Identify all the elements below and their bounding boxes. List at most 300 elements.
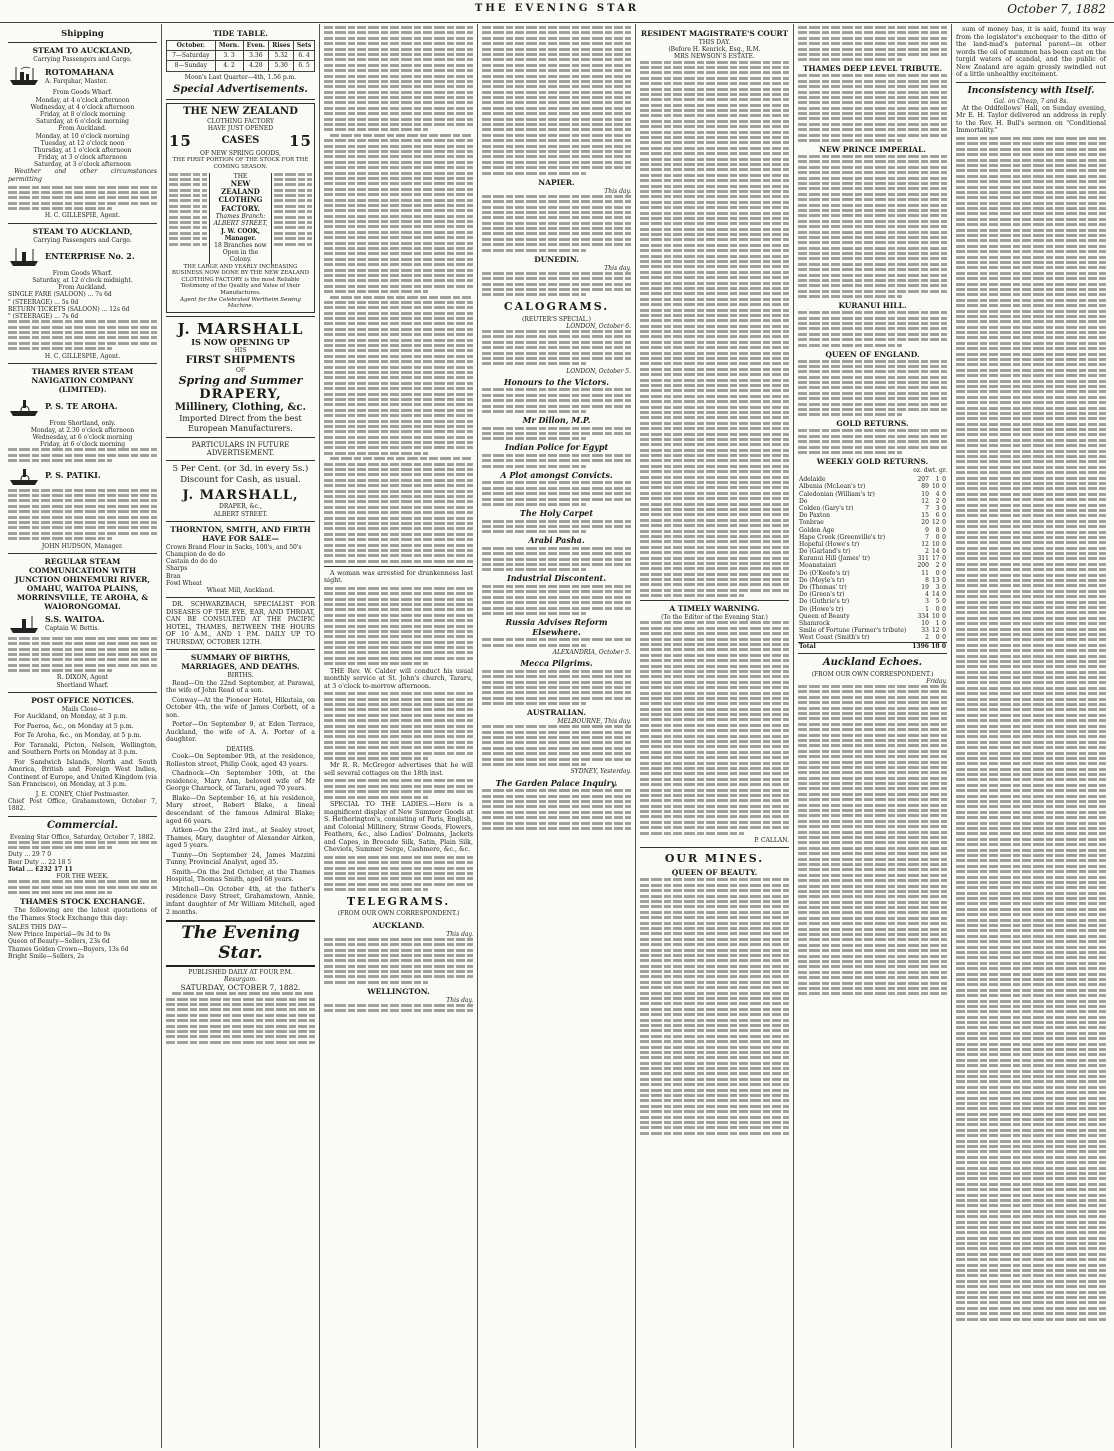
divider	[166, 597, 315, 598]
claim-name-cell: Do (Thomas' tr)	[799, 584, 847, 591]
advert-line: HAVE JUST OPENED	[207, 124, 274, 132]
ad-heading: STEAM TO AUCKLAND,	[32, 226, 133, 236]
claim-name-cell: Colden (Gary's tr)	[799, 504, 854, 512]
column-header: Sets	[294, 41, 315, 51]
advert-line: THE FIRST PORTION OF THE STOCK FOR THE COMING SEASON.	[172, 157, 309, 170]
advert-title: THE NEW ZEALAND	[183, 105, 298, 117]
tide-table-title: TIDE TABLE.	[213, 29, 268, 38]
claim-name-cell: Golden Age	[799, 526, 835, 534]
table-row	[167, 61, 315, 71]
gold-amount-cell: 1	[925, 605, 929, 613]
article-heading: Inconsistency with Itself.	[967, 85, 1095, 96]
table-row	[798, 519, 947, 526]
revenue-total: Total ... £232 17 11	[8, 865, 73, 873]
article-text: At the Oddfellows' Hall, on Sunday evening, Mr E. H. Taylor delivered an address in reply to the Rev. H. Bull's sermon on "Conditional Immortality."	[956, 104, 1106, 135]
mine-heading: KURANUI HILL.	[838, 301, 907, 311]
table-row	[798, 548, 947, 555]
gold-amount-cell: 1	[935, 476, 940, 484]
dateline-heading: NAPIER.	[538, 177, 575, 187]
death-notice: Chadnock—On September 10th, at the residence, Mary Ann, beloved wife of Mr George Charnock, of Tararu, aged 70 years.	[166, 770, 315, 793]
divider	[324, 566, 473, 567]
advertiser-name: J. MARSHALL	[177, 319, 304, 338]
ship-advert	[8, 613, 157, 635]
editorial-text	[166, 992, 315, 1044]
body-text	[324, 1004, 473, 1012]
divider	[166, 521, 315, 522]
advert-line: THE	[233, 172, 248, 180]
moon-phase: Moon's Last Quarter—4th, 1.56 p.m.	[184, 73, 297, 81]
ship-captain: Captain W. Bettis.	[45, 624, 100, 632]
advert-line: OF NEW SPRING GOODS,	[200, 150, 281, 158]
shipping-heading: Shipping	[61, 29, 104, 39]
ad-agent: R. DIXON, Agent	[56, 674, 109, 682]
divider	[8, 816, 157, 817]
schedule-line: Saturday, at 3 o'clock afternoon	[34, 161, 131, 169]
table-row	[798, 627, 947, 634]
week-label: FOR THE WEEK.	[56, 873, 109, 881]
birth-notice: Read—On the 22nd September, at Parawai, the wife of John Read of a son.	[166, 679, 315, 695]
advert-tagline: THE LARGE AND YEARLY INCREASING BUSINESS NOW DONE BY THE NEW ZEALAND CLOTHING FACTORY is the most Reliable Testimony of the Quality and Value of their Manufactures.	[171, 263, 310, 296]
body-text	[798, 155, 947, 298]
advertiser-name: J. MARSHALL,	[182, 487, 299, 503]
gold-amount-cell: 3	[935, 504, 940, 512]
advert-banner	[169, 132, 312, 150]
schedule-line: Monday, at 2.30 o'clock afternoon	[30, 426, 135, 434]
body-text	[8, 489, 157, 541]
advert-line: Champion do do do	[166, 550, 226, 558]
news-item: A woman was arrested for drunkenness last night.	[324, 569, 473, 585]
advert-line: Thames Branch: ALBERT STREET,	[213, 213, 268, 228]
gold-amount-cell: 1396	[912, 642, 929, 650]
post-office-subheading: Mails Close—	[61, 705, 104, 713]
ad-heading: REGULAR STEAM COMMUNICATION WITH JUNCTION OHINEMURI RIVER, OMAHU, WAITOA PLAINS, MORRINSVILLE, TE AROHA, & WAIORONGOMAI.	[14, 556, 151, 611]
body-text	[324, 587, 473, 665]
table-row	[798, 562, 947, 569]
table-cell: 5.32	[269, 51, 294, 61]
divider	[640, 847, 789, 848]
gold-amount-cell: 0	[942, 569, 946, 577]
claim-name-cell: Hopeful (Howe's tr)	[799, 540, 860, 548]
ad-agent: H. C. GILLESPIE, Agent.	[44, 212, 121, 220]
advert-line: CLOTHING	[218, 195, 263, 205]
gold-amount-cell: 2	[935, 497, 940, 505]
gold-amount-cell: 9	[925, 526, 929, 534]
gold-units: oz. dwt. gr.	[913, 467, 947, 474]
column-header: Morn.	[215, 41, 243, 51]
steamship-icon	[8, 613, 42, 635]
dateline: This day.	[604, 187, 631, 195]
news-subheading: Indian Police for Egypt	[504, 442, 609, 453]
schedule-label: From Auckland.	[58, 125, 107, 133]
gold-amount-cell: 4	[935, 490, 940, 498]
schedule-line: Saturday, at 12 o'clock midnight.	[32, 277, 133, 285]
advert-title: THORNTON, SMITH, AND FIRTH HAVE FOR SALE—	[170, 524, 311, 543]
death-notice: Cook—On September 9th, at the residence, Rolleston street, Philip Cook, aged 43 years.	[166, 753, 315, 768]
dateline: ALEXANDRIA, October 5.	[552, 648, 631, 656]
claim-name-cell: Albunia (McLean's tr)	[799, 483, 866, 491]
news-item: THE Rev. W. Calder will conduct his usual monthly service at St. John's church, Tararu, at 3 o'clock to-morrow afternoon.	[324, 667, 473, 690]
column-1	[4, 24, 162, 1448]
divider	[8, 553, 157, 554]
advert-line: Wheat Mill, Auckland.	[206, 586, 275, 594]
claim-name-cell: Do (Moyle's tr)	[799, 576, 845, 584]
paddle-steamer-icon	[8, 465, 42, 487]
column-2	[162, 24, 320, 1448]
news-subheading: A Plot amongst Convicts.	[500, 469, 613, 480]
article-subheading: Gal. on Cheap, 7 and 8s.	[993, 97, 1069, 105]
body-text	[482, 272, 631, 297]
births-heading: BIRTHS.	[227, 672, 254, 680]
ad-note: Weather and other circumstances permitting	[8, 168, 157, 183]
gold-amount-cell: 0	[942, 591, 946, 599]
mine-heading: QUEEN OF BEAUTY.	[671, 868, 758, 878]
deaths-heading: DEATHS.	[226, 745, 255, 753]
table-cell: 6. 4	[294, 51, 315, 61]
divider	[8, 223, 157, 224]
body-text	[798, 685, 947, 995]
court-magistrate: (Before H. Kenrick, Esq., R.M.	[668, 46, 761, 54]
claim-name-cell: Do (Guthrie's tr)	[799, 598, 850, 606]
mines-heading: OUR MINES.	[664, 852, 765, 866]
advert-line: DRAPER, &c.,	[219, 503, 262, 511]
gold-amount-cell: 15	[921, 512, 929, 520]
table-cell: 4. 2	[215, 61, 243, 71]
table-row	[167, 41, 315, 51]
gold-amount-cell: 12	[931, 519, 940, 527]
gold-amount-cell: 7	[925, 504, 929, 512]
schedule-line: Monday, at 10 o'clock morning	[35, 132, 130, 140]
claim-name-cell: Queen of Beauty	[799, 612, 850, 620]
court-dateline: THIS DAY.	[698, 39, 731, 46]
dateline-heading: AUCKLAND.	[372, 920, 425, 930]
court-heading: RESIDENT MAGISTRATE'S COURT	[640, 29, 789, 38]
schedule-label: From Goods Wharf.	[52, 269, 113, 277]
schedule-label: From Shortland, only.	[49, 419, 116, 427]
mine-heading: THAMES DEEP LEVEL TRIBUTE.	[802, 64, 943, 74]
divider	[166, 316, 315, 317]
mail-line: For Paeroa, &c., on Monday at 5 p.m.	[14, 722, 134, 730]
schedule-line: Friday, at 3 o'clock afternoon	[37, 154, 128, 162]
table-row	[798, 555, 947, 562]
advert-line: FACTORY.	[220, 203, 260, 213]
gold-amount-cell: 10	[921, 619, 929, 627]
claim-name-cell: Caledonian (William's tr)	[799, 490, 875, 498]
body-text	[8, 880, 157, 894]
schedule-label: From Auckland.	[58, 284, 107, 292]
ship-advert	[8, 65, 157, 87]
gold-amount-cell: 0	[942, 483, 946, 491]
gold-amount-cell: 19	[921, 584, 929, 591]
column-3	[320, 24, 478, 1448]
body-text	[798, 74, 947, 142]
column-header: Rises	[269, 41, 294, 51]
cablegrams-heading: CALOGRAMS.	[503, 300, 610, 314]
gold-amount-cell: 10	[931, 540, 940, 548]
gold-amount-cell: 0	[935, 605, 940, 613]
advert-line: CASES	[221, 135, 260, 147]
gold-amount-cell: 12	[921, 540, 929, 548]
body-text	[482, 789, 631, 830]
gold-amount-cell: 18	[931, 642, 940, 650]
advert-side-text	[169, 173, 207, 264]
case-title: MRS NEWSON'S ESTATE.	[674, 53, 755, 61]
publication-note: PUBLISHED DAILY AT FOUR P.M.	[188, 968, 293, 976]
gold-amount-cell: 0	[942, 490, 946, 498]
bmd-heading: SUMMARY OF BIRTHS, MARRIAGES, AND DEATHS.	[181, 653, 300, 672]
gold-amount-cell: 0	[942, 519, 946, 527]
gold-amount-cell: 200	[917, 562, 929, 570]
gold-amount-cell: 2	[925, 548, 929, 556]
mail-line: For Taranaki, Picton, Nelson, Wellington, and Southern Ports on Monday at 3 p.m.	[8, 741, 157, 757]
gold-amount-cell: 89	[921, 483, 929, 491]
schedule-line: Wednesday, at 4 o'clock afternoon	[30, 103, 135, 111]
advert-line: Sharps	[166, 565, 188, 573]
body-text	[324, 692, 473, 760]
birth-notice: Porter—On September 9, at Eden Terrace, Auckland, the wife of A. A. Porter of a daughter.	[166, 721, 315, 744]
table-row	[798, 527, 947, 534]
table-cell: 7—Saturday	[167, 51, 216, 61]
gold-amount-cell: 10	[921, 490, 929, 498]
body-text	[798, 360, 947, 417]
ad-heading: THAMES RIVER STEAM NAVIGATION COMPANY (LIMITED).	[31, 366, 134, 394]
gold-amount-cell: 0	[942, 562, 946, 570]
fare-line: " (STEERAGE) ... 5s 0d	[8, 298, 79, 306]
gold-amount-cell: 0	[942, 576, 946, 584]
claim-name-cell: Tonbrae	[799, 519, 824, 527]
table-row	[798, 570, 947, 577]
dateline: Friday.	[926, 677, 947, 685]
news-subheading: The Garden Palace Inquiry.	[495, 777, 618, 788]
advert-line: FIRST SHIPMENTS	[185, 354, 296, 366]
sales-label: SALES THIS DAY—	[8, 924, 68, 932]
revenue-line: Duty ... 29 7 0	[8, 851, 52, 859]
editorial-masthead: The Evening Star.	[166, 920, 315, 967]
letter-subheading: (To the Editor of the Evening Star.)	[661, 614, 768, 622]
advert-center	[209, 173, 272, 264]
gold-amount-cell: 0	[942, 476, 946, 484]
article-text: sum of money has, it is said, found its way from the legislator's exchequer to the ditto of the land-mad's paternal parent—in other words the oil of mammon has been cast on the turgid waters of scandal, and the public of New Zealand are again grossly swindled out of a little unhealthy excitement.	[956, 26, 1106, 79]
body-text	[8, 320, 157, 350]
table-row	[167, 51, 315, 61]
advert-line: 5 Per Cent. (or 3d. in every 5s.) Discount for Cash, as usual.	[172, 464, 309, 485]
divider	[8, 363, 157, 364]
advert-line: HIS	[234, 347, 247, 355]
table-row	[798, 598, 947, 605]
tide-table	[166, 40, 315, 72]
gold-amount-cell: 0	[935, 533, 940, 541]
claim-name-cell: Total	[798, 642, 911, 650]
table-cell: 8—Sunday	[167, 61, 216, 71]
body-text	[798, 311, 947, 346]
body-text	[8, 841, 157, 849]
marshall-advert	[166, 320, 315, 518]
divider	[640, 600, 789, 601]
gold-amount-cell: 3	[925, 598, 929, 606]
death-notice: Mitchell—On October 4th, at the father's residence Davy Street, Grahamstown, Annie, infant daughter of Mr William Mitchell, aged 2 months.	[166, 885, 315, 916]
gold-amount-cell: 0	[942, 533, 946, 541]
gold-amount-cell: 0	[942, 555, 946, 563]
gold-amount-cell: 0	[942, 605, 946, 613]
news-item: Mr R. R. McGregor advertises that he will sell several cottages on the 18th inst.	[324, 762, 473, 777]
dateline-heading: DUNEDIN.	[534, 254, 579, 264]
ship-name: ENTERPRISE No. 2.	[45, 251, 135, 262]
table-row	[798, 606, 947, 613]
gold-amount-cell: 8	[925, 576, 929, 584]
steamship-icon	[8, 65, 42, 87]
dateline: LONDON, October 6.	[566, 322, 631, 330]
quotation-line: Thames Golden Crown—Buyers, 13s 6d	[8, 945, 129, 953]
claim-name-cell: Do	[799, 497, 808, 505]
table-cell: 3. 3	[215, 51, 243, 61]
column-header: Even.	[243, 41, 269, 51]
fare-line: RETURN TICKETS (SALOON) ... 12s 6d	[8, 305, 130, 313]
quotation-line: New Prince Imperial—9s 3d to 9s	[8, 931, 111, 939]
gold-amount-cell: 0	[942, 540, 946, 548]
column-4	[478, 24, 636, 1448]
ship-master: A. Farquhar, Master.	[45, 77, 108, 85]
schedule-line: Saturday, at 6 o'clock morning	[36, 118, 129, 126]
letter-heading: A TIMELY WARNING.	[669, 604, 760, 614]
claim-name-cell: Hape Creek (Greenville's tr)	[799, 533, 886, 541]
clothing-factory-advert	[166, 103, 315, 313]
claim-name-cell: Smile of Fortune (Farmer's tribute)	[799, 627, 907, 635]
post-office-dateline: Chief Post Office, Grahamstown, October 7, 1882.	[8, 798, 157, 813]
schedule-line: Friday, at 8 o'clock morning	[39, 110, 126, 118]
body-text	[482, 725, 631, 766]
gold-amount-cell: 7	[925, 533, 929, 541]
dateline: This day.	[446, 996, 473, 1004]
dateline: This day.	[446, 930, 473, 938]
body-text	[798, 429, 947, 454]
body-text	[482, 670, 631, 705]
claim-name-cell: Adelaide	[799, 476, 826, 484]
claim-name-cell: Do (Green's tr)	[799, 591, 845, 599]
body-text	[8, 448, 157, 462]
news-subheading: Mr Dillon, M.P.	[522, 415, 591, 426]
body-text	[640, 61, 789, 598]
masthead	[0, 0, 1114, 23]
body-text	[482, 330, 631, 365]
claim-name-cell: West Coast (Smith's tr)	[799, 634, 870, 642]
gold-amount-cell: 0	[942, 497, 946, 505]
body-text	[798, 26, 947, 61]
schedule-line: Monday, at 4 o'clock afternoon	[35, 96, 130, 104]
advert-agent: Agent for the Celebrated Wertheim Sewing Machine.	[180, 296, 301, 310]
gold-amount-cell: 0	[942, 598, 946, 606]
advert-line: IS NOW OPENING UP	[191, 336, 290, 347]
table-row	[798, 483, 947, 490]
table-row	[798, 613, 947, 620]
ad-subheading: Carrying Passengers and Cargo.	[33, 236, 132, 244]
divider	[166, 437, 315, 438]
body-text	[8, 637, 157, 672]
gold-amount-cell: 334	[917, 612, 929, 620]
news-subheading: Mecca Pilgrims.	[520, 658, 593, 669]
gold-amount-cell: 3	[935, 584, 940, 591]
gold-amount-cell: 12	[921, 497, 929, 505]
case-count: 15	[169, 132, 192, 151]
dateline: MELBOURNE, This day.	[557, 718, 631, 726]
death-notice: Aitken—On the 23rd inst., at Sealey street, Thames, Mary, daughter of Alexander Aitken, aged 5 years.	[166, 827, 315, 850]
steamship-icon	[8, 246, 42, 268]
gold-amount-cell: 0	[942, 526, 946, 534]
table-row	[798, 505, 947, 512]
body-text	[482, 585, 631, 615]
gold-amount-cell: 0	[935, 569, 940, 577]
gold-amount-cell: 12	[931, 627, 940, 635]
ad-agent: JOHN HUDSON, Manager.	[41, 542, 124, 550]
case-count: 15	[289, 132, 312, 151]
gold-amount-cell: 311	[917, 555, 929, 563]
mine-heading: NEW PRINCE IMPERIAL.	[819, 145, 926, 155]
mail-line: For Sandwich Islands, North and South America, British and Foreign West Indies, Continent of Europe, and United Kingdom (via San Francisco), on Monday, at 3 p.m.	[8, 758, 157, 789]
divider	[166, 460, 315, 461]
birth-notice: Conway—At the Pioneer Hotel, Hikutaia, on October 4th, the wife of James Corbett, of a son.	[166, 696, 315, 719]
gold-amount-cell: 10	[931, 483, 940, 491]
table-row	[798, 577, 947, 584]
dateline: LONDON, October 5.	[566, 367, 631, 375]
news-subheading: Industrial Discontent.	[506, 573, 606, 584]
ship-name: ROTOMAHANA	[45, 66, 114, 77]
gold-amount-cell: 33	[921, 627, 929, 635]
fare-line: " (STEERAGE) ... 7s 6d	[8, 312, 79, 320]
claim-name-cell: Shamrock	[799, 619, 830, 627]
news-subheading: Russia Advises Reform Elsewhere.	[505, 617, 608, 637]
body-text	[482, 638, 631, 646]
schedule-line: Wednesday, at 6 o'clock morning	[32, 434, 133, 442]
table-row	[798, 591, 947, 598]
motto: Resurgam.	[224, 976, 257, 984]
table-row	[798, 498, 947, 505]
letter-signature: P. CALLAN.	[754, 837, 789, 845]
quotation-line: Bright Smile—Sellers, 2s	[8, 952, 85, 960]
cablegrams-subheading: (REUTER'S SPECIAL.)	[522, 315, 591, 323]
gold-amount-cell: 0	[942, 634, 946, 642]
gold-returns-table	[798, 476, 947, 650]
body-text	[640, 621, 789, 834]
table-row	[798, 541, 947, 548]
body-text	[324, 779, 473, 798]
claim-name-cell: Do (Garland's tr)	[799, 548, 851, 556]
gold-amount-cell: 1	[935, 619, 940, 627]
fare-line: SINGLE FARE (SALOON) ... 7s 6d	[8, 291, 112, 299]
gold-amount-cell: 0	[942, 627, 946, 635]
divider	[956, 82, 1106, 83]
claim-name-cell: Do (O'Keefe's tr)	[799, 569, 850, 577]
advert-subtitle: CLOTHING FACTORY	[207, 117, 274, 125]
dateline-heading: WELLINGTON.	[367, 986, 430, 996]
divider	[798, 653, 947, 654]
table-row	[798, 634, 947, 642]
advert-line: Bran	[166, 572, 181, 580]
gold-amount-cell: 0	[942, 512, 946, 520]
table-cell: 4.28	[243, 61, 269, 71]
body-text	[482, 547, 631, 572]
schedule-line: Tuesday, at 12 o'clock noon	[40, 139, 125, 147]
gold-amount-cell: 207	[917, 476, 929, 484]
ladies-advert: SPECIAL TO THE LADIES.—Here is a magnificent display of New Summer Goods at S. Hetherington's, consisting of Paris, English, and Colonial Millinery, Straw Goods, Flowers, Feathers, &c., also Ladies' Dolmans, Jackets and Capes, in Brocade Silk, Satin, Plain Silk, Cheviots, Summer Serge, Cashmere, &c., &c.	[324, 801, 473, 854]
mail-line: For Auckland, on Monday, at 3 p.m.	[14, 713, 128, 721]
commercial-dateline: Evening Star Office, Saturday, October 7, 1882.	[9, 833, 156, 841]
body-text	[482, 195, 631, 252]
gold-amount-cell: 2	[925, 634, 929, 642]
advert-line: Spring and Summer	[178, 373, 303, 387]
table-row	[798, 476, 947, 483]
claim-name-cell: Do Paxton	[799, 512, 830, 520]
paddle-steamer-icon	[8, 396, 42, 418]
advert-line: Fowl Wheat	[166, 579, 202, 587]
news-subheading: Arabi Pasha.	[528, 535, 585, 546]
